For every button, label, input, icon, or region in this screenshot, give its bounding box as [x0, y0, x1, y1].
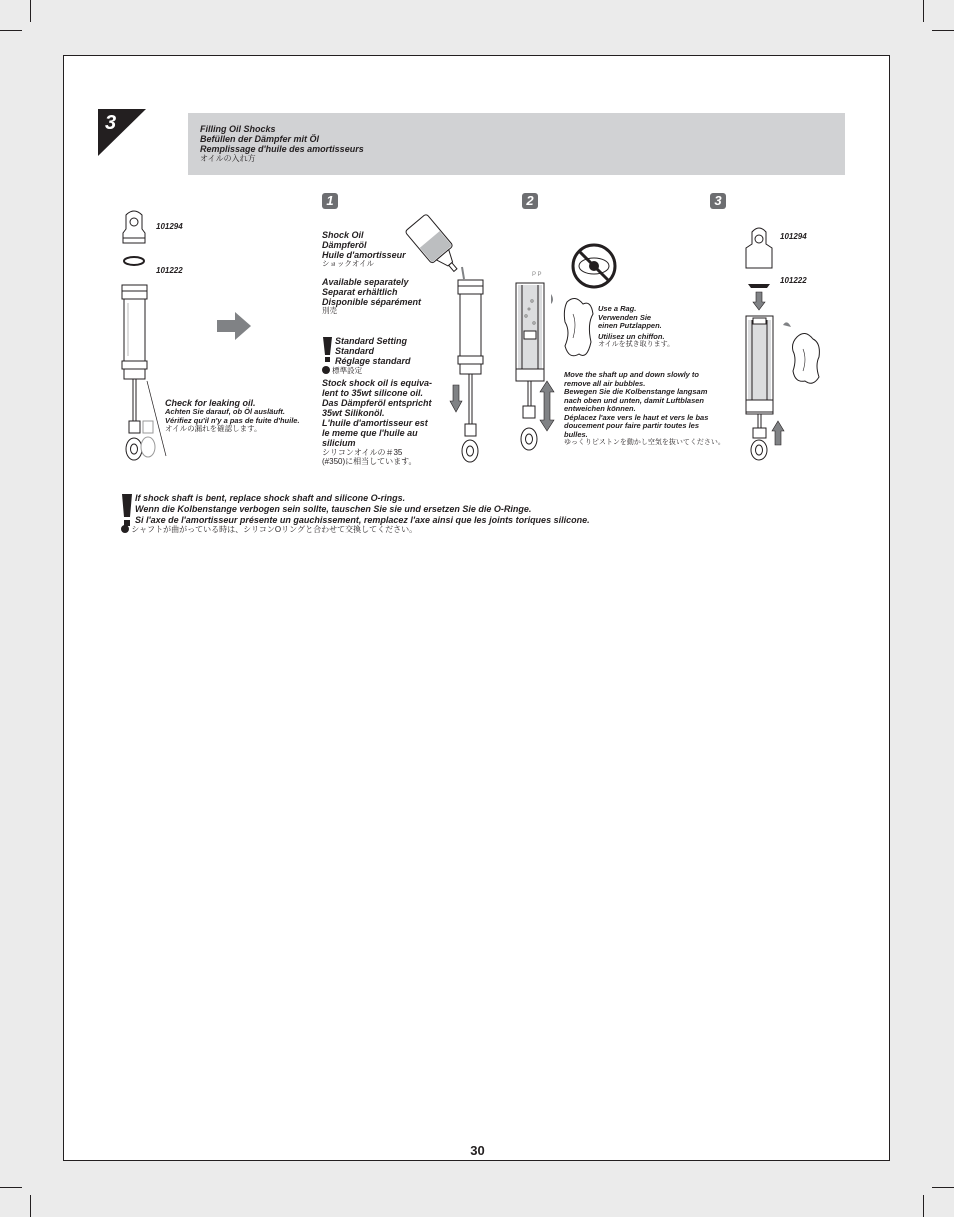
next-arrow: [217, 312, 253, 342]
stock-en-1: Stock shock oil is equiva-: [322, 378, 433, 388]
rag-illustration-2: [779, 321, 829, 391]
crop-mark: [923, 1195, 924, 1217]
std-fr: Réglage standard: [335, 356, 411, 366]
oil-jp: ショックオイル: [322, 259, 374, 268]
no-eye-contact-icon: [564, 242, 624, 290]
stock-jp-2: (#350)に相当しています。: [322, 457, 417, 466]
up-arrow-icon: [772, 421, 784, 445]
crop-mark: [932, 1187, 954, 1188]
move-de-3: entweichen können.: [564, 404, 636, 413]
warning-de: Wenn die Kolbenstange verbogen sein sollte, tauschen Sie sie und ersetzen Sie die O-Ringe.: [135, 504, 532, 514]
oil-fr: Huile d'amortisseur: [322, 250, 406, 260]
substep-badge-3: 3: [710, 193, 726, 209]
std-en: Standard Setting: [335, 336, 408, 346]
title-de: Befüllen der Dämpfer mit Öl: [200, 134, 320, 144]
part-label-cap: 101294: [156, 222, 183, 231]
move-jp: ゆっくりピストンを動かし空気を抜いてください。: [564, 439, 725, 446]
warning-exclamation-icon: [121, 494, 133, 528]
avail-jp: 別売: [322, 306, 337, 315]
std-jp-row: [322, 366, 362, 376]
std-jp: 標準設定: [332, 366, 363, 375]
header-titles: [200, 124, 364, 163]
move-de-1: Bewegen Sie die Kolbenstange langsam: [564, 387, 708, 396]
oil-de: Dämpferöl: [322, 240, 367, 250]
page-number: 30: [470, 1143, 485, 1158]
crop-mark: [932, 30, 954, 31]
stock-fr-1: L'huile d'amortisseur est: [322, 418, 428, 428]
substep-badge-2: 2: [522, 193, 538, 209]
rag-fr: Utilisez un chiffon.: [598, 331, 665, 341]
rag-de-2: einen Putzlappen.: [598, 321, 662, 330]
move-fr-2: doucement pour faire partir toutes les: [564, 421, 700, 430]
crop-mark: [30, 1195, 31, 1217]
down-arrow-icon: [450, 385, 462, 413]
rag-de-1: Verwenden Sie: [598, 312, 652, 322]
warning-fr: Si l'axe de l'amortisseur présente un gauchissement, remplacez l'axe ainsi que les joints toriques silicone.: [135, 515, 590, 525]
move-en-2: remove all air bubbles.: [564, 378, 646, 388]
move-de-2: nach oben und unten, damit Luftblasen: [564, 395, 704, 405]
check-jp: オイルの漏れを確認します。: [165, 424, 262, 433]
title-jp: オイルの入れ方: [200, 154, 256, 163]
rag-jp: オイルを拭き取ります。: [598, 341, 675, 348]
title-fr: Remplissage d'huile des amortisseurs: [200, 144, 364, 154]
avail-fr: Disponible séparément: [322, 297, 422, 307]
crop-mark: [0, 30, 22, 31]
crop-mark: [0, 1187, 22, 1188]
part-label-oring-3: 101222: [780, 276, 807, 285]
available-text: [322, 277, 421, 316]
stock-fr-3: silicium: [322, 438, 356, 448]
standard-setting-text: [335, 336, 411, 366]
move-fr-1: Déplacez l'axe vers le haut et vers le bas: [564, 412, 709, 422]
crop-mark: [923, 0, 924, 22]
rag-illustration: [561, 294, 601, 364]
use-rag-text: [598, 305, 674, 349]
std-de: Standard: [335, 346, 375, 356]
stock-de-2: 35wt Silikonöl.: [322, 408, 385, 418]
step-number: 3: [105, 112, 117, 134]
avail-en: Available separately: [322, 277, 409, 287]
rag-en: Use a Rag.: [598, 304, 637, 313]
up-down-arrow-icon: [540, 381, 554, 431]
part-label-cap-3: 101294: [780, 232, 807, 241]
oil-bottle-illustration: [409, 211, 469, 281]
warning-jp-row: [121, 525, 417, 534]
stock-jp-1: シリコンオイルの＃35: [322, 448, 403, 457]
shock-oil-text: [322, 230, 406, 269]
oil-en: Shock Oil: [322, 230, 364, 240]
move-fr-3: bulles.: [564, 429, 588, 439]
check-fr: Vérifiez qu'il n'y a pas de fuite d'huile.: [165, 415, 300, 425]
stock-en-2: lent to 35wt silicone oil.: [322, 388, 424, 398]
shock-body-filling-illustration: [452, 276, 492, 466]
substep-badge-1: 1: [322, 193, 338, 209]
svg-text:P P: P P: [532, 272, 542, 278]
check-en: Check for leaking oil.: [165, 398, 256, 408]
title-en: Filling Oil Shocks: [200, 124, 276, 134]
part-label-oring: 101222: [156, 266, 183, 275]
check-de: Achten Sie darauf, ob Öl ausläuft.: [165, 407, 286, 416]
move-en-1: Move the shaft up and down slowly to: [564, 370, 700, 379]
warning-jp: シャフトが曲がっている時は、シリコンOリングと合わせて交換してください。: [131, 525, 418, 534]
bullet-icon: [322, 366, 330, 374]
stock-fr-2: le meme que l'huile au: [322, 428, 418, 438]
warning-en: If shock shaft is bent, replace shock shaft and silicone O-rings.: [135, 493, 406, 503]
stock-de-1: Das Dämpferöl entspricht: [322, 398, 432, 408]
bullet-icon: [121, 525, 129, 533]
avail-de: Separat erhältlich: [322, 287, 398, 297]
manual-page: [63, 55, 890, 1161]
move-shaft-text: [564, 371, 725, 447]
check-leak-text: [165, 398, 300, 434]
stock-oil-text: [322, 378, 432, 466]
warning-text: [135, 493, 590, 526]
exclamation-icon: [322, 337, 333, 363]
crop-mark: [30, 0, 31, 22]
